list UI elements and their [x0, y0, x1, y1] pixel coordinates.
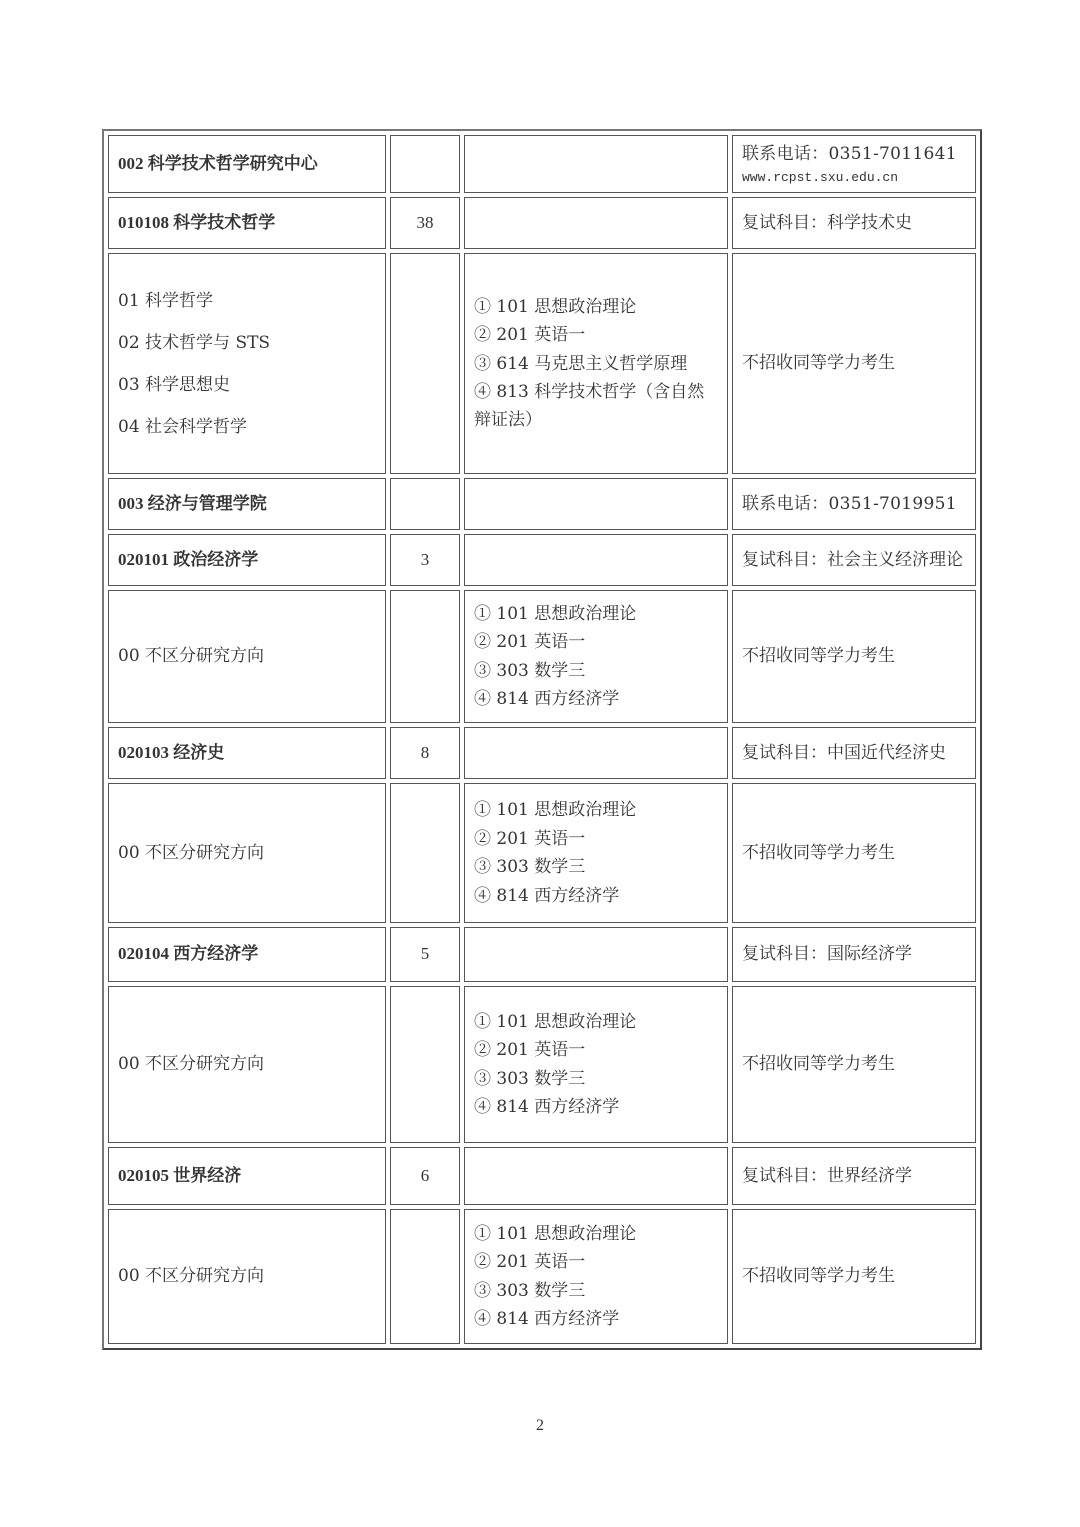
major-name: 010108 科学技术哲学 [108, 197, 386, 249]
contact-phone: 联系电话：0351-7011641 [742, 144, 957, 164]
retest-subject-note: 复试科目：社会主义经济理论 [732, 534, 976, 586]
exam-subject-item: ② 201 英语一 [474, 828, 586, 849]
subjects-cell [464, 534, 728, 586]
exam-subject-item: ④ 814 西方经济学 [474, 885, 620, 906]
exam-subjects-cell [464, 783, 728, 923]
admission-note: 不招收同等学力考生 [732, 783, 976, 923]
table-row-dept-003 [108, 478, 976, 530]
table-row-major-010108 [108, 197, 976, 249]
admissions-catalog-table [102, 129, 982, 1350]
major-name: 020103 经济史 [108, 727, 386, 779]
exam-subject-item: ② 201 英语一 [474, 632, 586, 652]
major-name: 020105 世界经济 [108, 1147, 386, 1205]
exam-subjects-cell [464, 1209, 728, 1344]
retest-subject-note: 复试科目：科学技术史 [732, 197, 976, 249]
research-directions-cell [108, 253, 386, 474]
contact-cell [732, 135, 976, 193]
exam-subject-item: ④ 814 西方经济学 [474, 1097, 620, 1117]
quota-cell [390, 783, 460, 923]
dept-name: 002 科学技术哲学研究中心 [108, 135, 386, 193]
subjects-cell [464, 927, 728, 982]
exam-subject-item: ① 101 思想政治理论 [474, 800, 637, 820]
quota-cell [390, 590, 460, 723]
exam-subjects-cell [464, 590, 728, 723]
quota-cell [390, 986, 460, 1143]
subjects-cell [464, 727, 728, 779]
exam-subject-item: ① 101 思想政治理论 [474, 1223, 637, 1244]
exam-subject-item: ② 201 英语一 [474, 1252, 586, 1272]
exam-subject-item: ④ 814 西方经济学 [474, 689, 620, 709]
exam-subject-item: ② 201 英语一 [474, 1040, 586, 1060]
table-row-major-020105 [108, 1147, 976, 1205]
exam-subject-item: ③ 614 马克思主义哲学原理 [474, 353, 688, 374]
contact-phone: 联系电话：0351-7019951 [732, 478, 976, 530]
exam-subject-item: ① 101 思想政治理论 [474, 1011, 637, 1032]
exam-subjects-cell [464, 986, 728, 1143]
retest-subject-note: 复试科目：中国近代经济史 [732, 727, 976, 779]
major-name: 020104 西方经济学 [108, 927, 386, 982]
quota-cell: 38 [390, 197, 460, 249]
quota-cell [390, 135, 460, 193]
subjects-cell [464, 135, 728, 193]
page-number: 2 [536, 1417, 544, 1434]
research-direction-cell: 00 不区分研究方向 [108, 590, 386, 723]
table-row-major-020101 [108, 534, 976, 586]
exam-subject-item: ③ 303 数学三 [474, 660, 586, 681]
dept-name: 003 经济与管理学院 [108, 478, 386, 530]
table-row-major-020104 [108, 927, 976, 982]
subjects-cell [464, 197, 728, 249]
subjects-cell [464, 478, 728, 530]
major-name: 020101 政治经济学 [108, 534, 386, 586]
quota-cell: 6 [390, 1147, 460, 1205]
website-link[interactable]: www.rcpst.sxu.edu.cn [742, 170, 899, 186]
table-row-major-020105-detail [108, 1209, 976, 1344]
exam-subject-item: ③ 303 数学三 [474, 857, 586, 877]
quota-cell [390, 253, 460, 474]
exam-subject-item: ③ 303 数学三 [474, 1280, 586, 1301]
admission-note: 不招收同等学力考生 [732, 986, 976, 1143]
exam-subject-item: ③ 303 数学三 [474, 1068, 586, 1089]
exam-subject-item: ④ 814 西方经济学 [474, 1309, 620, 1329]
admission-note: 不招收同等学力考生 [732, 590, 976, 723]
quota-cell [390, 1209, 460, 1344]
table-row-major-020103-detail [108, 783, 976, 923]
research-direction-cell: 00 不区分研究方向 [108, 986, 386, 1143]
research-direction-item: 02 技术哲学与 STS [118, 332, 271, 353]
exam-subject-item: ① 101 思想政治理论 [474, 603, 637, 624]
quota-cell: 5 [390, 927, 460, 982]
research-direction-item: 01 科学哲学 [118, 290, 214, 311]
quota-cell: 3 [390, 534, 460, 586]
table-row-major-020104-detail [108, 986, 976, 1143]
table-row-dept-002 [108, 135, 976, 193]
admission-note: 不招收同等学力考生 [732, 253, 976, 474]
retest-subject-note: 复试科目：国际经济学 [732, 927, 976, 982]
table-row-major-020101-detail [108, 590, 976, 723]
quota-cell [390, 478, 460, 530]
admission-note: 不招收同等学力考生 [732, 1209, 976, 1344]
exam-subject-item: ② 201 英语一 [474, 325, 586, 346]
table-row-major-010108-detail [108, 253, 976, 474]
exam-subject-item: ① 101 思想政治理论 [474, 296, 637, 317]
retest-subject-note: 复试科目：世界经济学 [732, 1147, 976, 1205]
research-direction-item: 04 社会科学哲学 [118, 416, 248, 437]
exam-subjects-cell [464, 253, 728, 474]
table-row-major-020103 [108, 727, 976, 779]
research-direction-item: 03 科学思想史 [118, 374, 231, 395]
quota-cell: 8 [390, 727, 460, 779]
subjects-cell [464, 1147, 728, 1205]
exam-subject-item: ④ 813 科学技术哲学（含自然辩证法） [474, 382, 705, 431]
research-direction-cell: 00 不区分研究方向 [108, 1209, 386, 1344]
research-direction-cell: 00 不区分研究方向 [108, 783, 386, 923]
